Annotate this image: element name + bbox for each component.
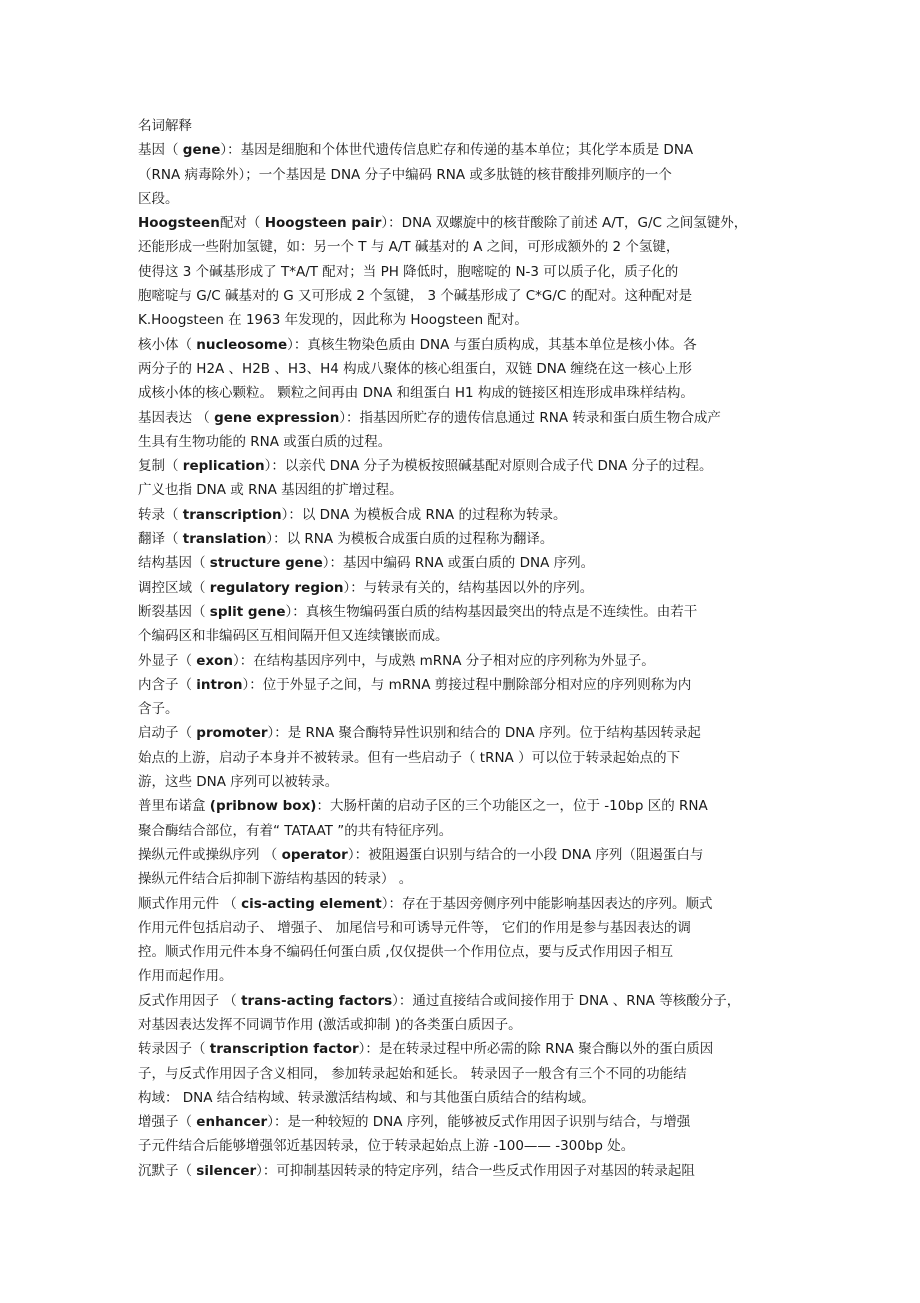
text-segment: 作用而起作用。 [138, 968, 233, 985]
text-line [138, 1159, 788, 1183]
text-line [138, 1134, 788, 1158]
text-segment: 作用元件包括启动子、 增强子、 加尾信号和可诱导元件等， 它们的作用是参与基因表达的调 [138, 919, 691, 936]
text-segment: 操纵元件或操纵序列 （ [138, 846, 282, 863]
section-heading: 名词解释 [138, 118, 192, 134]
text-segment: 两分子的 H2A 、H2B 、H3、H4 构成八聚体的核心组蛋白，双链 DNA 缠绕在这一核心上形 [138, 360, 692, 377]
text-line [138, 867, 788, 891]
text-segment: 结构基因（ [138, 555, 210, 572]
term-bold: cis-acting element [241, 895, 382, 912]
term-bold: exon [196, 652, 234, 669]
text-line [138, 1037, 788, 1061]
text-segment: 配对（ [219, 215, 265, 232]
text-line [138, 235, 788, 259]
text-line [138, 1110, 788, 1134]
text-line [138, 746, 788, 770]
text-segment: 广义也指 DNA 或 RNA 基因组的扩增过程。 [138, 482, 403, 499]
text-line [138, 551, 788, 575]
text-line [138, 794, 788, 818]
term-bold: split gene [209, 603, 286, 620]
text-segment: 游，这些 DNA 序列可以被转录。 [138, 774, 339, 791]
term-bold: transcription factor [209, 1041, 359, 1058]
text-line [138, 187, 788, 211]
term-bold: gene [182, 142, 221, 159]
term-bold: replication [182, 458, 265, 475]
text-segment: 子，与反式作用因子含义相同， 参加转录起始和延长。 转录因子一般含有三个不同的功能结 [138, 1065, 687, 1082]
text-segment: 翻译（ [138, 531, 183, 548]
text-segment: 反式作用因子 （ [138, 992, 242, 1009]
term-bold: translation [182, 531, 267, 548]
text-line [138, 916, 788, 940]
text-segment: 外显子（ [138, 652, 197, 669]
text-line [138, 260, 788, 284]
text-segment: ）：真核生物编码蛋白质的结构基因最突出的特点是不连续性。由若干 [285, 603, 698, 620]
term-bold: operator [281, 846, 348, 863]
text-segment: 对基因表达发挥不同调节作用 (激活或抑制 )的各类蛋白质因子。 [138, 1016, 522, 1033]
term-bold: structure gene [209, 555, 323, 572]
term-bold: promoter [196, 725, 268, 742]
text-segment: ）：被阻遏蛋白识别与结合的一小段 DNA 序列（阻遏蛋白与 [347, 846, 704, 863]
text-segment: 控。顺式作用元件本身不编码任何蛋白质 ,仅仅提供一个作用位点，要与反式作用因子相互 [138, 944, 674, 961]
text-segment: 沉默子（ [138, 1162, 197, 1179]
text-segment: 含子。 [138, 701, 179, 718]
term-bold: enhancer [196, 1114, 268, 1131]
text-segment: 聚合酶结合部位，有着“ TATAAT ”的共有特征序列。 [138, 822, 453, 839]
text-segment: 增强子（ [138, 1114, 197, 1131]
text-segment: 普里布诺盒 [138, 798, 210, 815]
text-segment: 启动子（ [138, 725, 197, 742]
text-line [138, 406, 788, 430]
text-segment: （RNA 病毒除外）；一个基因是 DNA 分子中编码 RNA 或多肽链的核苷酸排列顺序的一个 [138, 166, 672, 183]
text-segment: 成核小体的核心颗粒。 颗粒之间再由 DNA 和组蛋白 H1 构成的链接区相连形成串珠样结构。 [138, 385, 694, 402]
text-segment: 断裂基因（ [138, 603, 210, 620]
term-bold: Hoogsteen [138, 215, 220, 232]
text-segment: ）：以 RNA 为模板合成蛋白质的过程称为翻译。 [266, 531, 554, 548]
text-line [138, 1062, 788, 1086]
text-line [138, 454, 788, 478]
text-segment: 个编码区和非编码区互相间隔开但又连续镶嵌而成。 [138, 628, 449, 645]
text-line [138, 381, 788, 405]
text-segment: 始点的上游，启动子本身并不被转录。但有一些启动子（ tRNA ）可以位于转录起始点的下 [138, 749, 681, 766]
text-segment: K.Hoogsteen 在 1963 年发现的，因此称为 Hoogsteen 配对。 [138, 312, 528, 329]
text-segment: ）：在结构基因序列中，与成熟 mRNA 分子相对应的序列称为外显子。 [233, 652, 655, 669]
term-bold: silencer [196, 1162, 257, 1179]
text-segment: ）：基因是细胞和个体世代遗传信息贮存和传递的基本单位；其化学本质是 DNA [220, 142, 694, 159]
text-line [138, 430, 788, 454]
term-bold: regulatory region [209, 579, 344, 596]
text-segment: 胞嘧啶与 G/C 碱基对的 G 又可形成 2 个氢键， 3 个碱基形成了 C*G/C 的配对。这种配对是 [138, 288, 693, 305]
text-line [138, 600, 788, 624]
text-line [138, 163, 788, 187]
text-segment: 基因（ [138, 142, 183, 159]
text-line [138, 697, 788, 721]
text-line [138, 989, 788, 1013]
text-line [138, 624, 788, 648]
text-line [138, 284, 788, 308]
term-bold: transcription [182, 506, 282, 523]
text-segment: 复制（ [138, 458, 183, 475]
text-line [138, 721, 788, 745]
term-bold: trans-acting factors [241, 992, 393, 1009]
text-segment: ：大肠杆菌的启动子区的三个功能区之一，位于 -10bp 区的 RNA [316, 798, 708, 815]
text-segment: 还能形成一些附加氢键，如：另一个 T 与 A/T 碱基对的 A 之间，可形成额外的 2 个氢键， [138, 239, 680, 256]
text-line [138, 211, 788, 235]
text-segment: 转录因子（ [138, 1041, 210, 1058]
document-page [138, 114, 788, 1183]
text-line [138, 892, 788, 916]
text-segment: ）：指基因所贮存的遗传信息通过 RNA 转录和蛋白质生物合成产 [339, 409, 721, 426]
text-segment: ）：真核生物染色质由 DNA 与蛋白质构成，其基本单位是核小体。各 [287, 336, 697, 353]
text-line [138, 357, 788, 381]
term-bold: intron [196, 676, 243, 693]
term-bold: nucleosome [196, 336, 288, 353]
text-line [138, 940, 788, 964]
text-line [138, 503, 788, 527]
text-segment: 顺式作用元件 （ [138, 895, 242, 912]
text-segment: 使得这 3 个碱基形成了 T*A/T 配对；当 PH 降低时，胞嘧啶的 N-3 可以质子化，质子化的 [138, 263, 679, 280]
text-line [138, 576, 788, 600]
text-segment: 区段。 [138, 190, 179, 207]
text-segment: ）：位于外显子之间，与 mRNA 剪接过程中删除部分相对应的序列则称为内 [242, 676, 692, 693]
text-segment: ）：基因中编码 RNA 或蛋白质的 DNA 序列。 [322, 555, 595, 572]
text-line [138, 308, 788, 332]
text-line [138, 770, 788, 794]
document-body [138, 138, 788, 1183]
text-line [138, 333, 788, 357]
text-line [138, 673, 788, 697]
text-segment: ）：是在转录过程中所必需的除 RNA 聚合酶以外的蛋白质因 [358, 1041, 714, 1058]
text-line [138, 819, 788, 843]
text-segment: 核小体（ [138, 336, 197, 353]
text-segment: ）：以 DNA 为模板合成 RNA 的过程称为转录。 [281, 506, 567, 523]
text-segment: ）：与转录有关的，结构基因以外的序列。 [343, 579, 594, 596]
term-bold: (pribnow box) [209, 798, 317, 815]
text-line [138, 964, 788, 988]
text-segment: ）：存在于基因旁侧序列中能影响基因表达的序列。顺式 [381, 895, 713, 912]
text-line [138, 649, 788, 673]
text-segment: 内含子（ [138, 676, 197, 693]
text-segment: 子元件结合后能够增强邻近基因转录，位于转录起始点上游 -100—— -300bp 处。 [138, 1138, 635, 1155]
text-segment: ）：是一种较短的 DNA 序列，能够被反式作用因子识别与结合，与增强 [267, 1114, 691, 1131]
text-line [138, 138, 788, 162]
text-line [138, 843, 788, 867]
term-bold: Hoogsteen pair [264, 215, 382, 232]
text-segment: 基因表达 （ [138, 409, 215, 426]
text-segment: 操纵元件结合后抑制下游结构基因的转录） 。 [138, 871, 413, 888]
text-line [138, 527, 788, 551]
text-segment: ）：是 RNA 聚合酶特异性识别和结合的 DNA 序列。位于结构基因转录起 [267, 725, 701, 742]
term-bold: gene expression [214, 409, 340, 426]
text-segment: ）：可抑制基因转录的特定序列，结合一些反式作用因子对基因的转录起阻 [256, 1162, 695, 1179]
text-segment: 转录（ [138, 506, 183, 523]
text-segment: 生具有生物功能的 RNA 或蛋白质的过程。 [138, 433, 392, 450]
text-segment: ）：DNA 双螺旋中的核苷酸除了前述 A/T，G/C 之间氢键外， [381, 215, 748, 232]
text-line [138, 1086, 788, 1110]
text-line [138, 478, 788, 502]
text-segment: ）：以亲代 DNA 分子为模板按照碱基配对原则合成子代 DNA 分子的过程。 [264, 458, 713, 475]
text-segment: 调控区域（ [138, 579, 210, 596]
text-segment: 构域： DNA 结合结构域、转录激活结构域、和与其他蛋白质结合的结构域。 [138, 1089, 595, 1106]
text-segment: ）：通过直接结合或间接作用于 DNA 、RNA 等核酸分子， [392, 992, 741, 1009]
text-line [138, 1013, 788, 1037]
